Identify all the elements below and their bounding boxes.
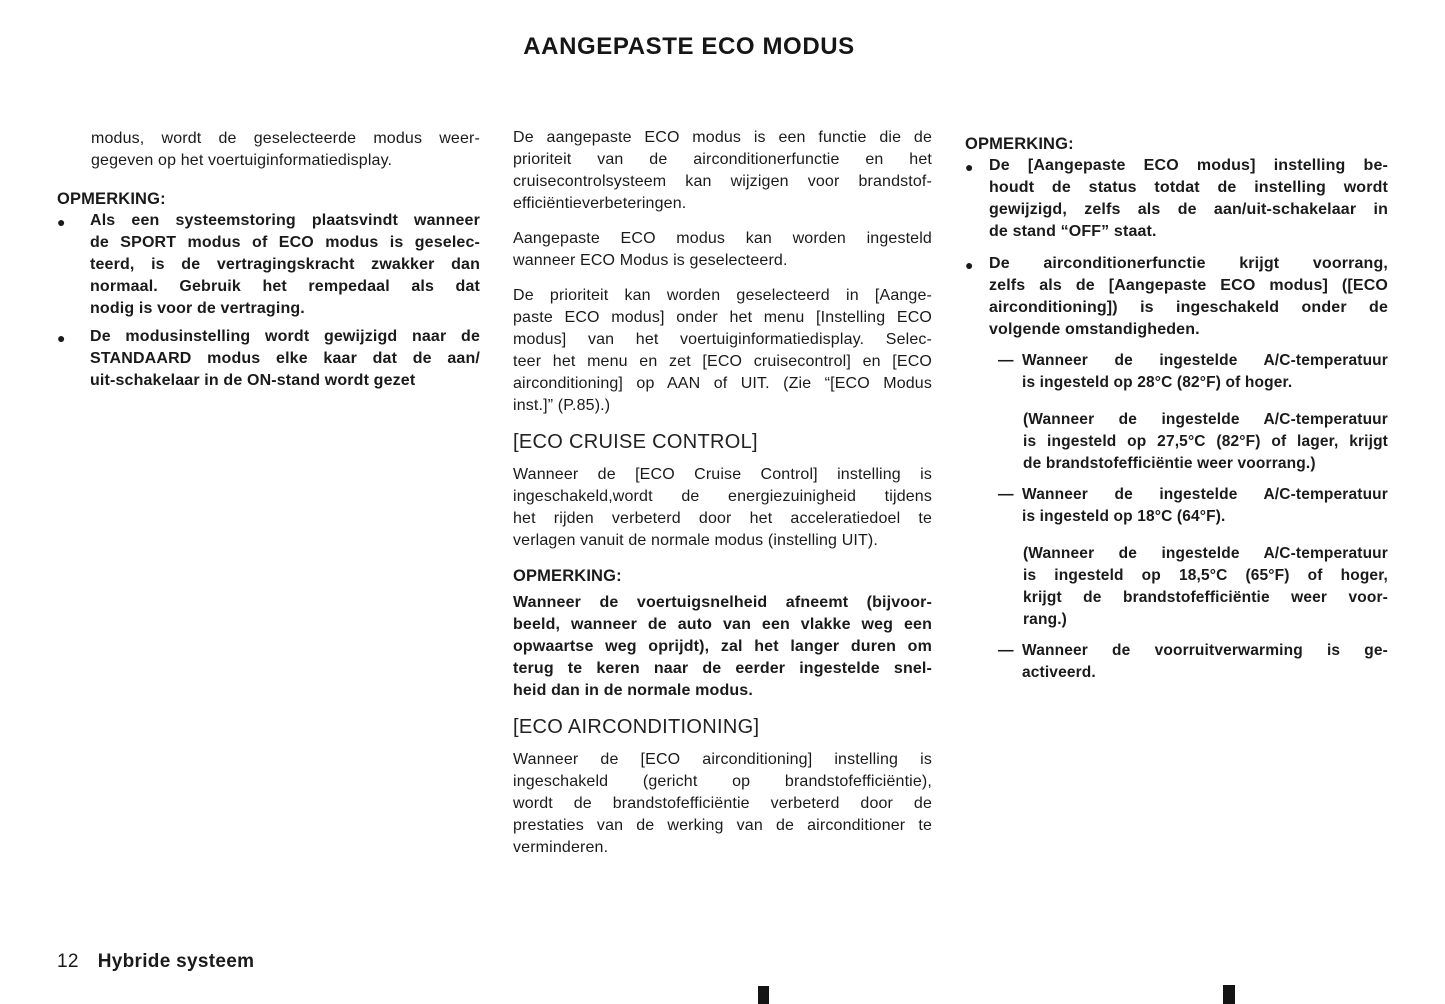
bullet-text: De airconditionerfunctie krijgt voorrang, zelfs als de [Aangepaste ECO modus] ([ECO airconditioning]) is ingeschakeld onder de volgende omstandigheden. [989, 255, 1388, 338]
print-mark-left [758, 986, 769, 1004]
dash-icon: — [998, 486, 1014, 503]
paren-note: (Wanneer de ingestelde A/C-temperatuur is ingesteld op 27,5°C (82°F) of lager, krijgt de brandstofefficiëntie weer voorrang.) [1023, 411, 1388, 472]
dash-text: Wanneer de ingestelde A/C-temperatuur is ingesteld op 18°C (64°F). [1022, 486, 1388, 525]
dash-item [998, 484, 1388, 528]
dash-text: Wanneer de ingestelde A/C-temperatuur is ingesteld op 28°C (82°F) of hoger. [1022, 352, 1388, 391]
paragraph: Aangepaste ECO modus kan worden ingesteld wanneer ECO Modus is geselecteerd. [513, 230, 932, 269]
bullet-text: Als een systeemstoring plaatsvindt wanneer de SPORT modus of ECO modus is geselec- teerd, is de vertragingskracht zwakker dan normaal. Gebruik het rempedaal als dat nodig is voor de vertraging. [90, 212, 480, 317]
note-label: OPMERKING: [513, 567, 622, 585]
bullet-item [965, 155, 1388, 243]
print-mark-right [1223, 985, 1235, 1004]
note-paragraph: Wanneer de voertuigsnelheid afneemt (bijvoor- beeld, wanneer de auto van een vlakke weg een opwaartse weg oprijdt), zal het langer duren om terug te keren naar de eerder ingestelde snel- heid dan in de normale modus. [513, 594, 932, 699]
footer-page-number: 12 [57, 951, 79, 972]
bullet-item [965, 253, 1388, 341]
bullet-item [57, 210, 480, 320]
section-heading-eco-cruise-control: [ECO CRUISE CONTROL] [513, 431, 758, 453]
section-heading-eco-airconditioning: [ECO AIRCONDITIONING] [513, 716, 760, 738]
bullet-text: De modusinstelling wordt gewijzigd naar de STANDAARD modus elke kaar dat de aan/ uit-schakelaar in de ON-stand wordt gezet [90, 328, 480, 389]
dash-item [998, 640, 1388, 684]
dash-icon: — [998, 352, 1014, 369]
intro-paragraph: modus, wordt de geselecteerde modus weer- gegeven op het voertuiginformatiedisplay. [91, 130, 480, 169]
dash-text: Wanneer de voorruitverwarming is ge- activeerd. [1022, 642, 1388, 681]
bullet-text: De [Aangepaste ECO modus] instelling be- houdt de status totdat de instelling wordt gewijzigd, zelfs als de aan/uit-schakelaar in de stand “OFF” staat. [989, 157, 1388, 240]
paragraph: Wanneer de [ECO airconditioning] instelling is ingeschakeld (gericht op brandstofefficiëntie), wordt de brandstofefficiëntie verbeterd door de prestaties van de werking van de airconditioner te verminderen. [513, 751, 932, 856]
dash-icon: — [998, 642, 1014, 659]
paragraph: De aangepaste ECO modus is een functie die de prioriteit van de airconditionerfunctie en het cruisecontrolsysteem kan wijzigen voor brandstof- efficiëntieverbeteringen. [513, 129, 932, 212]
paragraph: Wanneer de [ECO Cruise Control] instelling is ingeschakeld,wordt de energiezuinigheid tijdens het rijden verbeterd door het acceleratiedoel te verlagen vanuit de normale modus (instelling UIT). [513, 466, 932, 549]
page-footer [57, 951, 254, 973]
bullet-icon: ● [57, 330, 66, 346]
paren-note: (Wanneer de ingestelde A/C-temperatuur is ingesteld op 18,5°C (65°F) of hoger, krijgt de brandstofefficiëntie weer voor- rang.) [1023, 545, 1388, 628]
bullet-item [57, 326, 480, 392]
column-right [965, 118, 1388, 684]
bullet-icon: ● [965, 159, 974, 175]
dash-item [998, 350, 1388, 394]
column-left [57, 118, 480, 392]
footer-section-title: Hybride systeem [97, 951, 255, 972]
note-label: OPMERKING: [57, 190, 166, 208]
paragraph: De prioriteit kan worden geselecteerd in [Aange- paste ECO modus] onder het menu [Instelling ECO modus] van het voertuiginformatiedisplay. Selec- teer het menu en zet [ECO cruisecontrol] en [ECO airconditioning] op AAN of UIT. (Zie “[ECO Modus inst.]” (P.85).) [513, 287, 932, 414]
bullet-icon: ● [965, 257, 974, 273]
bullet-icon: ● [57, 214, 66, 230]
column-middle [513, 118, 932, 872]
note-label: OPMERKING: [965, 135, 1074, 153]
page-title: AANGEPASTE ECO MODUS [523, 33, 855, 60]
